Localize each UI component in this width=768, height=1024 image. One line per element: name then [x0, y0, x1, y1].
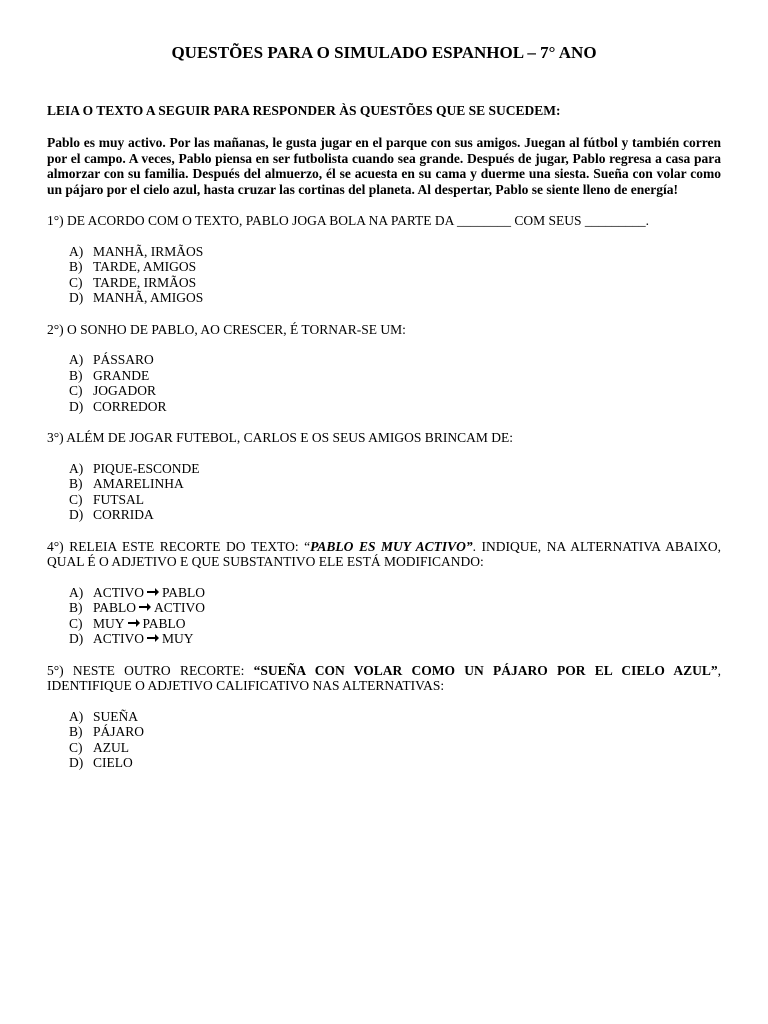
question-1-text: 1°) DE ACORDO COM O TEXTO, PABLO JOGA BOLA NA PARTE DA ________ COM SEUS _________. [47, 213, 650, 228]
option-text: PIQUE-ESCONDE [93, 460, 200, 476]
question-5-text [47, 663, 721, 694]
option-right: PABLO [162, 584, 206, 600]
option-text: AMARELINHA [93, 476, 184, 491]
option-item [69, 290, 721, 306]
option-letter: D) [69, 755, 84, 770]
option-text: CIELO [93, 755, 133, 770]
option-text: MANHÃ, AMIGOS [93, 290, 204, 305]
option-letter: B) [69, 476, 83, 491]
question-4-lead: 4°) RELEIA ESTE RECORTE DO TEXTO: “ [47, 538, 311, 554]
option-text: GRANDE [93, 367, 150, 383]
option-item [69, 709, 721, 725]
instruction-text: LEIA O TEXTO A SEGUIR PARA RESPONDER ÀS QUESTÕES QUE SE SUCEDEM: [47, 103, 561, 118]
option-item [69, 259, 721, 275]
option-left: ACTIVO [93, 584, 144, 600]
option-item [69, 461, 721, 477]
arrow-right-icon [147, 633, 159, 643]
option-text: MANHÃ, IRMÃOS [93, 243, 204, 259]
option-item [69, 740, 721, 756]
option-text: TARDE, AMIGOS [93, 259, 197, 274]
option-text: PÁSSARO [93, 352, 154, 367]
option-letter: D) [69, 398, 84, 414]
question-5-lead: 5°) NESTE OUTRO RECORTE: [47, 662, 254, 678]
option-item [69, 275, 721, 291]
arrow-right-icon [147, 587, 159, 597]
question-1 [47, 213, 721, 229]
option-left: MUY [93, 615, 125, 631]
question-4-text [47, 539, 721, 570]
option-letter: C) [69, 274, 83, 290]
option-text: FUTSAL [93, 491, 145, 507]
document-title: QUESTÕES PARA O SIMULADO ESPANHOL – 7° ANO [171, 43, 597, 62]
question-5 [47, 663, 721, 694]
arrow-right-icon [139, 602, 151, 612]
option-right: MUY [162, 631, 194, 646]
option-letter: B) [69, 724, 83, 739]
question-4-tail: . INDIQUE, NA ALTERNATIVA ABAIXO, QUAL É O ADJETIVO E QUE SUBSTANTIVO ELE ESTÁ MODIFICANDO: [47, 538, 721, 569]
reading-passage: Pablo es muy activo. Por las mañanas, le gusta jugar en el parque con sus amigos. Juegan al fútbol y también corren por el campo. A veces, Pablo piensa en ser futbolista cuando sea grande. Después de jugar, Pablo regresa a casa para almorzar con su familia. Después del almuerzo, él se acuesta en su cama y duerme una siesta. Sueña con volar como un pájaro por el cielo azul, hasta cruzar las cortinas del planeta. Al despertar, Pablo se siente lleno de energía! [47, 135, 721, 197]
question-5-tail: , IDENTIFIQUE O ADJETIVO CALIFICATIVO NAS ALTERNATIVAS: [47, 662, 721, 693]
question-3-options [47, 461, 721, 523]
option-letter: A) [69, 584, 84, 600]
option-text: JOGADOR [93, 383, 157, 398]
option-letter: D) [69, 290, 84, 305]
question-2 [47, 322, 721, 338]
option-letter: D) [69, 507, 84, 522]
option-item [69, 383, 721, 399]
option-right: PABLO [142, 615, 186, 631]
option-item [69, 616, 721, 632]
option-letter: A) [69, 460, 84, 476]
question-3 [47, 430, 721, 446]
option-letter: B) [69, 259, 83, 274]
option-item [69, 724, 721, 740]
option-item [69, 585, 721, 601]
option-letter: B) [69, 600, 83, 615]
option-item [69, 352, 721, 368]
option-item [69, 755, 721, 771]
option-item [69, 368, 721, 384]
question-2-text: 2°) O SONHO DE PABLO, AO CRESCER, É TORNAR-SE UM: [47, 321, 406, 337]
option-text: AZUL [93, 739, 129, 755]
option-letter: A) [69, 243, 84, 259]
question-4-options [47, 585, 721, 647]
document-page [47, 42, 721, 771]
option-item [69, 476, 721, 492]
option-item [69, 399, 721, 415]
question-1-options [47, 244, 721, 306]
option-letter: C) [69, 739, 83, 755]
option-left: ACTIVO [93, 631, 144, 646]
option-item [69, 492, 721, 508]
option-text: SUEÑA [93, 708, 139, 724]
question-4-quote: PABLO ES MUY ACTIVO” [310, 538, 473, 554]
option-letter: D) [69, 631, 84, 646]
question-5-quote: “SUEÑA CON VOLAR COMO UN PÁJARO POR EL CIELO AZUL” [253, 662, 718, 678]
option-right: ACTIVO [154, 600, 206, 615]
option-letter: A) [69, 708, 84, 724]
option-letter: C) [69, 383, 83, 398]
option-item [69, 600, 721, 616]
option-letter: B) [69, 367, 83, 383]
question-4 [47, 539, 721, 570]
option-item [69, 244, 721, 260]
option-item [69, 631, 721, 647]
arrow-right-icon [128, 618, 140, 628]
question-2-options [47, 352, 721, 414]
option-left: PABLO [93, 600, 137, 615]
option-letter: A) [69, 352, 84, 367]
question-5-options [47, 709, 721, 771]
option-text: CORRIDA [93, 507, 154, 522]
option-text: PÁJARO [93, 724, 145, 739]
option-text: CORREDOR [93, 398, 167, 414]
option-item [69, 507, 721, 523]
option-letter: C) [69, 615, 83, 631]
option-letter: C) [69, 491, 83, 507]
question-3-text: 3°) ALÉM DE JOGAR FUTEBOL, CARLOS E OS SEUS AMIGOS BRINCAM DE: [47, 430, 513, 445]
option-text: TARDE, IRMÃOS [93, 274, 197, 290]
